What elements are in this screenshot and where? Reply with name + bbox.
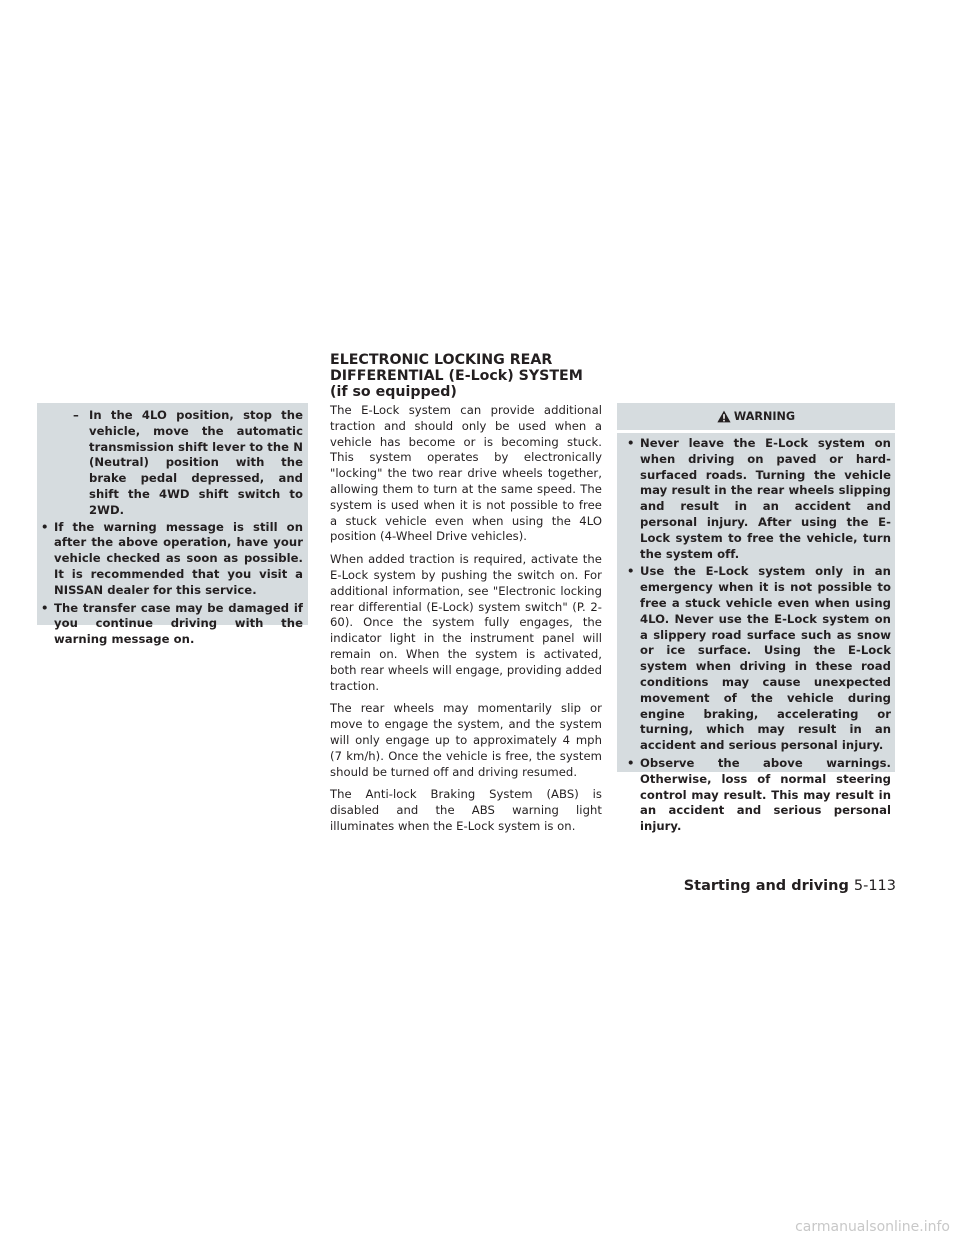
warning-triangle-icon [717,410,731,423]
footer-section-title: Starting and driving [683,878,849,894]
warning-item [623,756,891,835]
body-paragraph: When added traction is required, activate the E-Lock system by pushing the switch on. For additional information, see "Electronic locking rear differential (E-Lock) system switch" (P. 2-60). Once the system fully engages, the indicator light in the instrument panel will remain on. When the system is activated, both rear wheels will engage, providing added traction. [330,552,602,693]
warning-column [623,436,891,835]
bullet-marker: • [41,600,49,615]
bullet-marker: • [627,755,635,770]
watermark: carmanualsonline.info [795,1219,950,1235]
page-footer [684,878,896,894]
body-paragraph: The Anti-lock Braking System (ABS) is disabled and the ABS warning light illuminates when the E-Lock system is on. [330,787,602,833]
list-item-text: The transfer case may be damaged if you continue driving with the warning message on. [54,600,303,647]
warning-item [623,436,891,562]
body-paragraph: The rear wheels may momentarily slip or move to engage the system, and the system will only engage up to approximately 4 mph (7 km/h). Once the vehicle is free, the system should be turned off and driving resumed. [330,701,602,779]
list-item-text: If the warning message is still on after the above operation, have your vehicle checked as soon as possible. It is recommended that you visit a NISSAN dealer for this service. [54,519,303,597]
bullet-marker: • [627,436,635,450]
list-item [37,601,303,648]
bullet-marker: • [41,519,49,534]
bullet-marker: • [627,564,635,579]
page-number: 5-113 [853,878,896,894]
warning-item-text: Use the E-Lock system only in an emergency when it is not possible to free a stuck vehicle even when using 4LO. Never use the E-Lock system on a slippery road surface such as snow or ice surface. Using the E-Lock system when driving in these road conditions may cause unexpected movement of the vehicle during engine braking, accelerating or turning, which may result in an accident and serious personal injury. [640,564,891,753]
warning-item-text: Observe the above warnings. Otherwise, loss of normal steering control may result. This may result in an accident and serious personal injury. [640,755,891,834]
warning-header [617,403,895,430]
middle-column [330,352,602,835]
section-heading: ELECTRONIC LOCKING REAR DIFFERENTIAL (E-Lock) SYSTEM (if so equipped) [330,352,583,400]
warning-title: WARNING [733,410,796,423]
list-item [37,520,303,599]
sub-item-text: In the 4LO position, stop the vehicle, move the automatic transmission shift lever to the N (Neutral) position with the brake pedal depressed, and shift the 4WD shift switch to 2WD. [89,408,303,517]
left-column [37,408,303,648]
sub-list-item [37,408,303,519]
dash-marker: – [73,408,79,422]
body-paragraph: The E-Lock system can provide additional traction and should only be used when a vehicle has become or is becoming stuck. This system operates by electronically "locking" the two rear drive wheels together, allowing them to turn at the same speed. The system is used when it is not possible to free a stuck vehicle even when using the 4LO position (4-Wheel Drive vehicles). [330,403,602,544]
warning-item-text: Never leave the E-Lock system on when driving on paved or hard-surfaced roads. Turning the vehicle may result in the rear wheels slipping and result in an accident and personal injury. After using the E-Lock system to free the vehicle, turn the system off. [640,436,891,561]
warning-item [623,564,891,754]
